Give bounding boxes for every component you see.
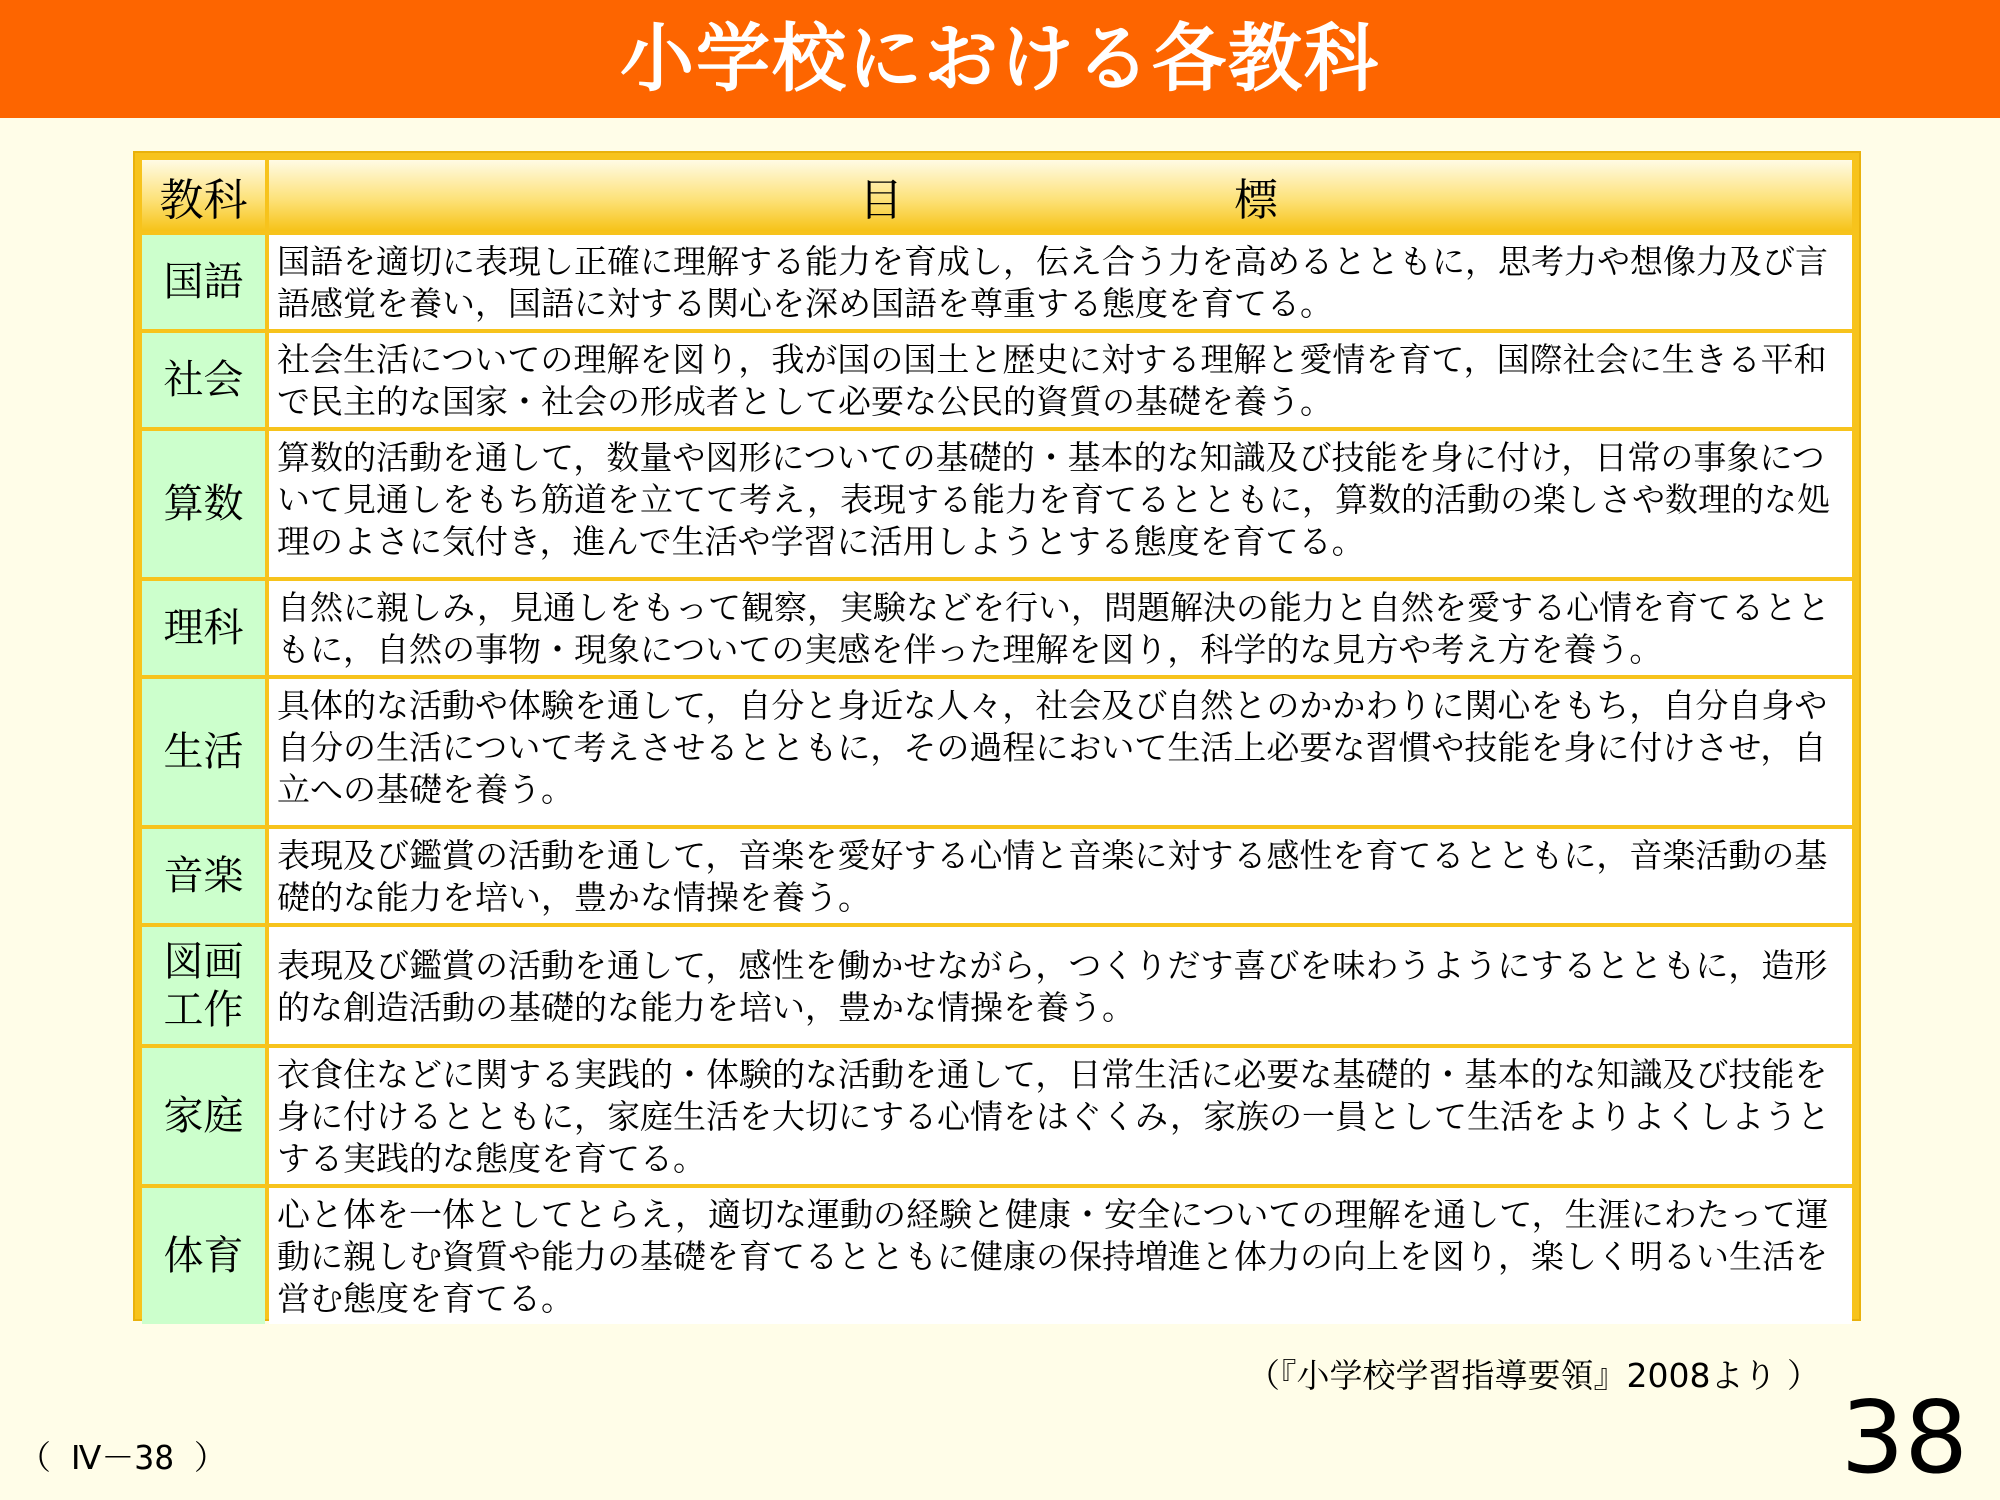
table-row bbox=[142, 927, 1852, 1044]
goal-cell: 表現及び鑑賞の活動を通して，感性を働かせながら，つくりだす喜びを味わうようにするとともに，造形的な創造活動の基礎的な能力を培い，豊かな情操を養う。 bbox=[269, 927, 1852, 1044]
header-subject: 教科 bbox=[142, 160, 265, 231]
subject-cell: 生活 bbox=[142, 679, 265, 825]
slide-code: （ Ⅳ－38 ） bbox=[18, 1438, 227, 1477]
table-header-row bbox=[142, 160, 1852, 231]
subject-line-1: 図画 bbox=[163, 938, 244, 985]
goal-cell: 国語を適切に表現し正確に理解する能力を育成し，伝え合う力を高めるとともに，思考力や想像力及び言語感覚を養い，国語に対する関心を深め国語を尊重する態度を育てる。 bbox=[269, 235, 1852, 329]
table-row bbox=[142, 679, 1852, 825]
goal-cell: 心と体を一体としてとらえ，適切な運動の経験と健康・安全についての理解を通して，生涯にわたって運動に親しむ資質や能力の基礎を育てるとともに健康の保持増進と体力の向上を図り，楽しく明るい生活を営む態度を育てる。 bbox=[269, 1188, 1852, 1324]
table-row bbox=[142, 431, 1852, 577]
subject-cell: 家庭 bbox=[142, 1048, 265, 1184]
subject-cell: 国語 bbox=[142, 235, 265, 329]
subject-cell: 算数 bbox=[142, 431, 265, 577]
table-grid bbox=[138, 156, 1856, 1328]
header-goal-char-1: 目 bbox=[859, 174, 903, 226]
subject-cell: 理科 bbox=[142, 581, 265, 675]
table-row bbox=[142, 333, 1852, 427]
goal-cell: 算数的活動を通して，数量や図形についての基礎的・基本的な知識及び技能を身に付け，日常の事象について見通しをもち筋道を立てて考え，表現する能力を育てるとともに，算数的活動の楽しさや数理的な処理のよさに気付き，進んで生活や学習に活用しようとする態度を育てる。 bbox=[269, 431, 1852, 577]
table-row bbox=[142, 1048, 1852, 1184]
header-goal-char-2: 標 bbox=[1234, 174, 1278, 226]
page-title: 小学校における各教科 bbox=[620, 16, 1380, 102]
table-row bbox=[142, 829, 1852, 923]
page-number: 38 bbox=[1840, 1379, 1968, 1496]
header-goal bbox=[269, 160, 1852, 231]
subject-cell: 音楽 bbox=[142, 829, 265, 923]
subjects-goals-table bbox=[133, 151, 1861, 1321]
goal-cell: 自然に親しみ，見通しをもって観察，実験などを行い，問題解決の能力と自然を愛する心情を育てるとともに，自然の事物・現象についての実感を伴った理解を図り，科学的な見方や考え方を養う。 bbox=[269, 581, 1852, 675]
subject-line-2: 工作 bbox=[163, 986, 244, 1033]
table-row bbox=[142, 581, 1852, 675]
subject-cell: 社会 bbox=[142, 333, 265, 427]
source-note: （『小学校学習指導要領』2008より ） bbox=[1247, 1356, 1820, 1395]
subject-cell bbox=[142, 927, 265, 1044]
table-row bbox=[142, 1188, 1852, 1324]
goal-cell: 表現及び鑑賞の活動を通して，音楽を愛好する心情と音楽に対する感性を育てるとともに，音楽活動の基礎的な能力を培い，豊かな情操を養う。 bbox=[269, 829, 1852, 923]
subject-cell: 体育 bbox=[142, 1188, 265, 1324]
goal-cell: 社会生活についての理解を図り，我が国の国土と歴史に対する理解と愛情を育て，国際社会に生きる平和で民主的な国家・社会の形成者として必要な公民的資質の基礎を養う。 bbox=[269, 333, 1852, 427]
goal-cell: 具体的な活動や体験を通して，自分と身近な人々，社会及び自然とのかかわりに関心をもち，自分自身や自分の生活について考えさせるとともに，その過程において生活上必要な習慣や技能を身に付けさせ，自立への基礎を養う。 bbox=[269, 679, 1852, 825]
goal-cell: 衣食住などに関する実践的・体験的な活動を通して，日常生活に必要な基礎的・基本的な知識及び技能を身に付けるとともに，家庭生活を大切にする心情をはぐくみ，家族の一員として生活をよりよくしようとする実践的な態度を育てる。 bbox=[269, 1048, 1852, 1184]
table-row bbox=[142, 235, 1852, 329]
